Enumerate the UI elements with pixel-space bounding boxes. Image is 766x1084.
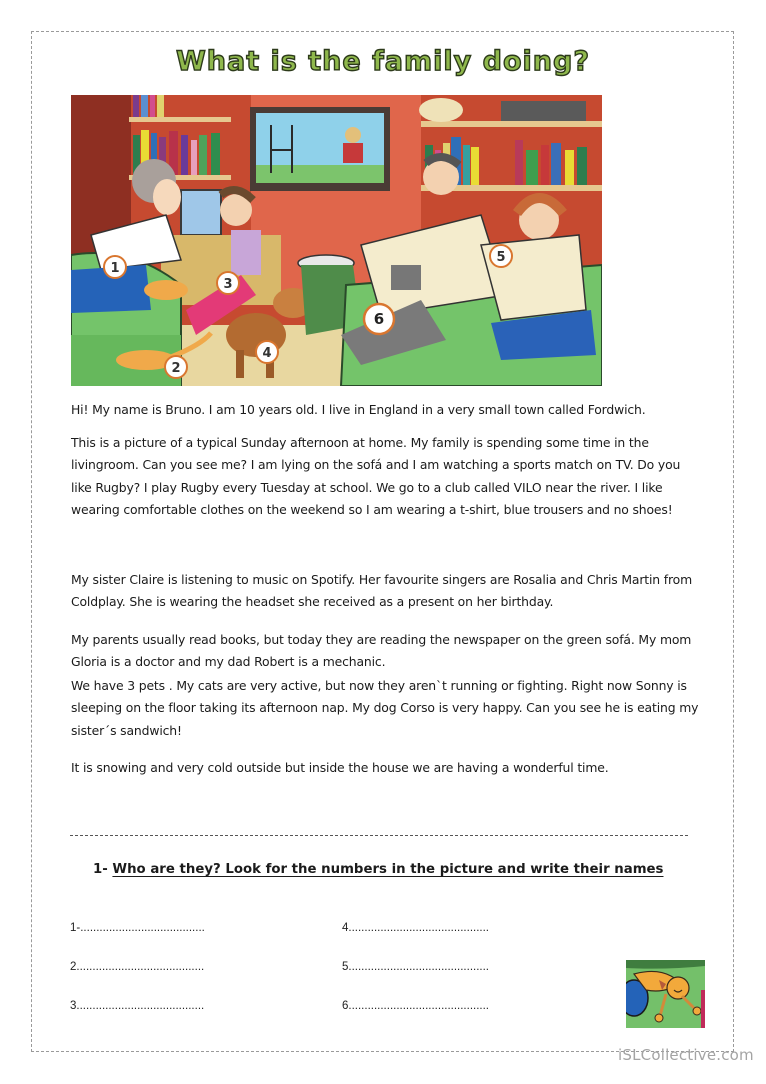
paragraph-intro: Hi! My name is Bruno. I am 10 years old. I live in England in a very small town called Fordwich. <box>71 402 646 417</box>
answer-blank: ........................................ <box>76 961 205 973</box>
svg-text:1: 1 <box>110 261 120 276</box>
cat-thumbnail-image <box>626 960 705 1028</box>
exercise-instruction: Who are they? Look for the numbers in the picture and write their names <box>112 862 664 877</box>
exercise-question <box>93 862 663 877</box>
answer-blank: ........................................ <box>76 1000 205 1012</box>
paragraph-sunday-afternoon: This is a picture of a typical Sunday afternoon at home. My family is spending some time in the livingroom. Can you see me? I am lying on the sofá and I am watching a sports match on TV. Do you like Rugby? I play Rugby every Tuesday at school. We go to a club called VILO near the river. I like wearing comfortable clothes on the weekend so I am wearing a t-shirt, blue trousers and no shoes! <box>71 435 681 518</box>
answer-label: 3 <box>70 1000 77 1012</box>
answer-blank: ............................................ <box>348 961 489 973</box>
paragraph-weather: It is snowing and very cold outside but inside the house we are having a wonderful time. <box>71 760 609 775</box>
exercise-number: 1- <box>93 862 108 877</box>
answer-label: 4 <box>342 922 349 934</box>
paragraph-pets: We have 3 pets . My cats are very active, but now they aren`t running or fighting. Right now Sonny is sleeping on the floor taking its afternoon nap. My dog Corso is very happy. Can you see he is eating my sister´s sandwich! <box>71 678 699 738</box>
answer-line-4[interactable] <box>342 922 489 934</box>
svg-text:6: 6 <box>373 310 385 328</box>
family-living-room-illustration <box>71 95 602 386</box>
answer-label: 2 <box>70 961 77 973</box>
answer-line-1[interactable] <box>70 922 205 934</box>
watermark-text: iSLCollective.com <box>618 1046 754 1064</box>
paragraph-sister: My sister Claire is listening to music on Spotify. Her favourite singers are Rosalia and Chris Martin from Coldplay. She is wearing the headset she received as a present on her birthday. <box>71 572 693 610</box>
section-divider <box>70 835 688 836</box>
paragraph-parents: My parents usually read books, but today they are reading the newspaper on the green sofá. My mom Gloria is a doctor and my dad Robert is a mechanic. <box>71 632 692 670</box>
answer-label: 1- <box>70 922 81 934</box>
page-title: What is the family doing? <box>175 46 591 77</box>
svg-text:5: 5 <box>496 250 506 265</box>
answer-line-2[interactable] <box>70 961 204 973</box>
answer-line-5[interactable] <box>342 961 489 973</box>
answer-label: 6 <box>342 1000 349 1012</box>
answer-line-6[interactable] <box>342 1000 489 1012</box>
answer-label: 5 <box>342 961 349 973</box>
answer-blank: ............................................ <box>348 1000 489 1012</box>
svg-text:3: 3 <box>223 277 233 292</box>
answer-blank: ............................................ <box>348 922 489 934</box>
answer-line-3[interactable] <box>70 1000 204 1012</box>
answer-blank: ....................................... <box>80 922 205 934</box>
svg-text:2: 2 <box>171 361 181 376</box>
svg-text:4: 4 <box>262 346 272 361</box>
